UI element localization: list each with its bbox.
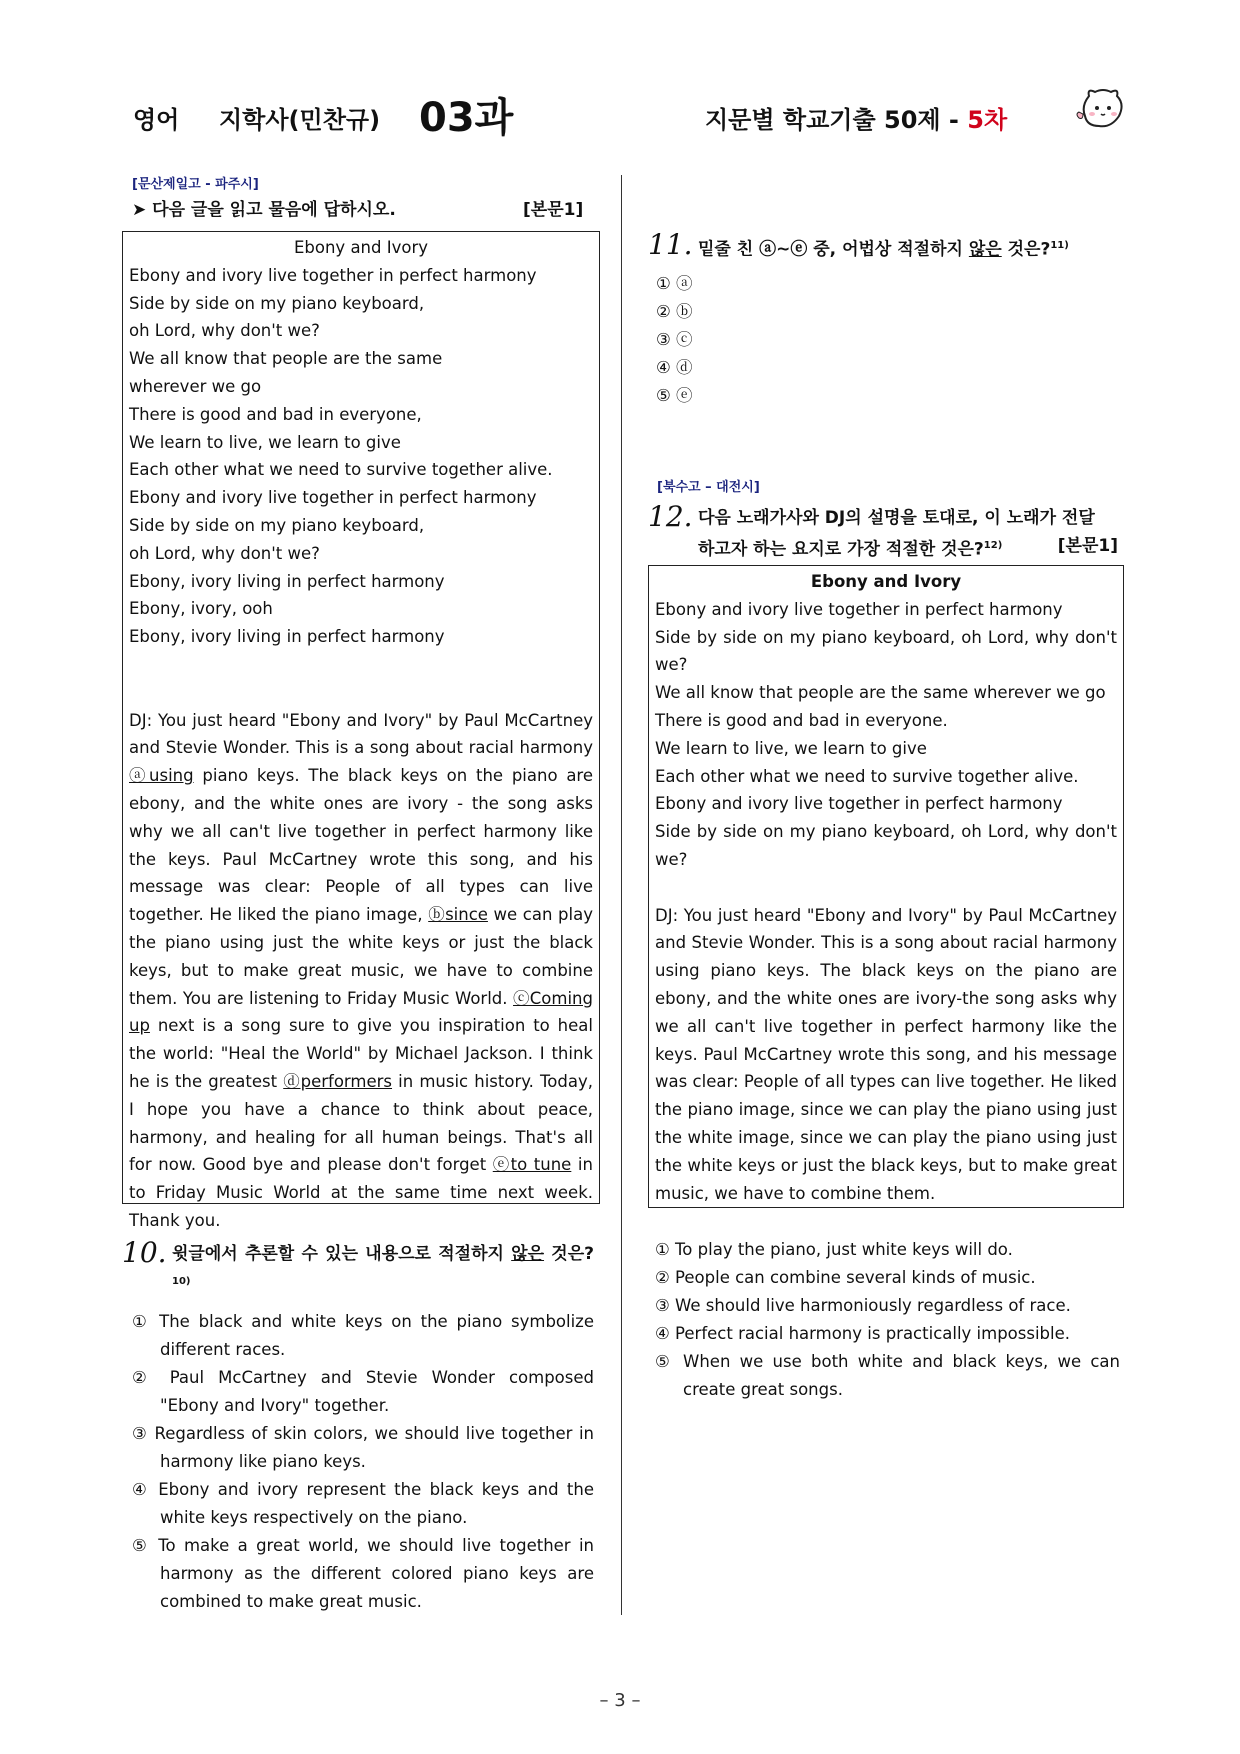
dj-commentary: [129, 707, 593, 1235]
source-tag: [문산제일고 - 파주시]: [132, 177, 259, 192]
footnote-ref: 11): [1050, 240, 1069, 251]
footnote-ref: 12): [983, 540, 1003, 551]
source-tag: [북수고 – 대전시]: [657, 480, 760, 495]
instruction-tag: [본문1]: [523, 200, 584, 220]
page-number: – 3 –: [599, 1690, 641, 1711]
lyric-line: Ebony and ivory live together in perfect harmony: [129, 265, 537, 285]
series-title: [705, 100, 1007, 135]
dj-text: DJ: You just heard "Ebony and Ivory" by Paul McCartney and Stevie Wonder. This is a song about racial harmony: [129, 710, 593, 758]
question-title: [698, 228, 1118, 264]
lyric-line: Ebony and ivory live together in perfect harmony: [655, 599, 1063, 619]
question-tag: [본문1]: [1057, 536, 1118, 556]
song-title: Ebony and Ivory: [293, 238, 429, 257]
lyric-line: wherever we go: [129, 376, 262, 396]
answer-option: ④ Ebony and ivory represent the black keys and the white keys respectively on the piano.: [132, 1479, 594, 1527]
title-text: 밑줄 친 ⓐ~ⓔ 중, 어법상 적절하지: [698, 239, 969, 260]
title-emphasis: 않은: [968, 239, 1002, 260]
instruction: ➤ 다음 글을 읽고 물음에 답하시오.: [132, 200, 396, 220]
dj-text: next is a song sure to give you inspiration to heal the world: "Heal the World" by Michael Jackson. I think he is the greatest: [129, 1016, 593, 1091]
lyric-line: oh Lord, why don't we?: [129, 321, 320, 341]
lyric-line: We learn to live, we learn to give: [129, 432, 401, 452]
answer-choices: [122, 1308, 594, 1616]
dj-text: we can play the piano using just the white keys or just the black keys, but to make great music, we have to combine them. You are listening to Friday Music World.: [129, 905, 593, 1008]
answer-option: ② ⓑ: [656, 301, 693, 321]
footnote-ref: 10): [172, 1276, 191, 1287]
dj-text: piano keys. The black keys on the piano are ebony, and the white ones are ivory - the song asks why we all can't live together in perfect harmony like the keys. Paul McCartney wrote this song, and his message was clear: People of all types can live together. He liked the piano image,: [129, 766, 593, 925]
lyric-line: We all know that people are the same wherever we go: [655, 683, 1106, 703]
answer-option: ① ⓐ: [656, 273, 693, 293]
dj-commentary: DJ: You just heard "Ebony and Ivory" by Paul McCartney and Stevie Wonder. This is a song about racial harmony using piano keys. The black keys on the piano are ebony, and the white ones are ivory-the song asks why we all can't live together in perfect harmony like the keys. Paul McCartney wrote this song, and his message was clear: People of all types can live together. He liked the piano image, since we can play the piano using just the white image, since we can play the piano using just the white keys or just the black keys, but to make great music, we have to combine them.: [655, 905, 1117, 1203]
question-10: [122, 1236, 594, 1616]
publisher-label: 지학사(민찬규): [219, 106, 381, 134]
title-text: 윗글에서 추론할 수 있는 내용으로 적절하지: [172, 1244, 512, 1264]
question-title: [172, 1236, 594, 1300]
lyric-line: Each other what we need to survive together alive.: [129, 460, 553, 480]
lyric-line: There is good and bad in everyone.: [655, 710, 948, 730]
lyric-line: Ebony and ivory live together in perfect harmony: [129, 488, 537, 508]
answer-option: ④ ⓓ: [656, 357, 693, 377]
answer-option: ③ We should live harmoniously regardless of race.: [655, 1296, 1071, 1315]
lyric-line: We learn to live, we learn to give: [655, 738, 927, 758]
series-round: 5차: [967, 106, 1008, 134]
lyric-line: Side by side on my piano keyboard, oh Lord, why don't we?: [655, 627, 1117, 675]
marker-b: ⓑsince: [428, 905, 488, 925]
lyric-line: Side by side on my piano keyboard,: [129, 515, 425, 535]
subject-label: 영어: [133, 106, 180, 134]
series-prefix: 지문별 학교기출 50제 -: [705, 106, 968, 134]
lesson-label: 03과: [419, 95, 514, 141]
answer-option: ① The black and white keys on the piano symbolize different races.: [132, 1311, 594, 1359]
lyric-line: Ebony, ivory living in perfect harmony: [129, 571, 445, 591]
lyrics: [655, 596, 1117, 874]
answer-option: ③ ⓒ: [656, 329, 693, 349]
lyric-line: Side by side on my piano keyboard, oh Lord, why don't we?: [655, 822, 1117, 869]
title-emphasis: 않은: [511, 1244, 545, 1264]
dj-text: in music history. Today, I hope you have a chance to think about peace, harmony, and healing for all human beings. That's all for now. Good bye and please don't forget: [129, 1071, 593, 1175]
answer-option: ② Paul McCartney and Stevie Wonder composed "Ebony and Ivory" together.: [132, 1367, 594, 1415]
title-text: 하고자 하는 요지로 가장 적절한 것은?: [698, 539, 984, 560]
question-11: [648, 228, 1118, 410]
title-text: 것은?: [544, 1244, 594, 1264]
lyric-line: oh Lord, why don't we?: [129, 543, 320, 563]
passage-box: [122, 231, 600, 1230]
lyrics: [129, 262, 593, 651]
lyric-line: Side by side on my piano keyboard,: [129, 293, 425, 313]
answer-option: ① To play the piano, just white keys will do.: [655, 1240, 1013, 1259]
answer-choices: [655, 1236, 1120, 1404]
answer-option: ⑤ ⓔ: [656, 385, 693, 405]
question-number: 10.: [122, 1236, 167, 1269]
question-12: [648, 500, 1118, 564]
marker-c: ⓒComing up: [129, 988, 593, 1036]
cat-mascot-icon: [1075, 86, 1131, 132]
title-text: 것은?: [1001, 239, 1051, 260]
title-text: 다음 노래가사와 DJ의 설명을 토대로, 이 노래가 전달: [698, 508, 1095, 528]
answer-option: ⑤ To make a great world, we should live together in harmony as the different colored piano keys are combined to make great music.: [132, 1535, 594, 1611]
lyric-line: Ebony and ivory live together in perfect harmony: [655, 794, 1063, 814]
lyric-line: Ebony, ivory living in perfect harmony: [129, 627, 445, 647]
lyric-line: Each other what we need to survive together alive.: [655, 766, 1079, 786]
question-title: [698, 500, 1118, 564]
song-box: [648, 565, 1124, 1208]
lyric-line: Ebony, ivory, ooh: [129, 599, 273, 619]
answer-option: ⑤ When we use both white and black keys, we can create great songs.: [655, 1352, 1120, 1399]
column-divider: [621, 175, 622, 1615]
lyric-line: There is good and bad in everyone,: [129, 404, 422, 424]
marker-a: ⓐusing: [129, 766, 194, 786]
dj-text: in to Friday Music World at the same time next week. Thank you.: [129, 1155, 593, 1230]
song-title: Ebony and Ivory: [810, 572, 962, 591]
marker-d: ⓓperformers: [283, 1071, 393, 1091]
answer-option: ② People can combine several kinds of music.: [655, 1268, 1036, 1287]
question-number: 11.: [648, 228, 693, 261]
answer-option: ③ Regardless of skin colors, we should live together in harmony like piano keys.: [132, 1423, 594, 1471]
answer-choices: [648, 270, 1118, 410]
answer-option: ④ Perfect racial harmony is practically impossible.: [655, 1324, 1071, 1343]
lyric-line: We all know that people are the same: [129, 349, 443, 369]
marker-e: ⓔto tune: [492, 1155, 572, 1175]
question-number: 12.: [648, 500, 693, 533]
